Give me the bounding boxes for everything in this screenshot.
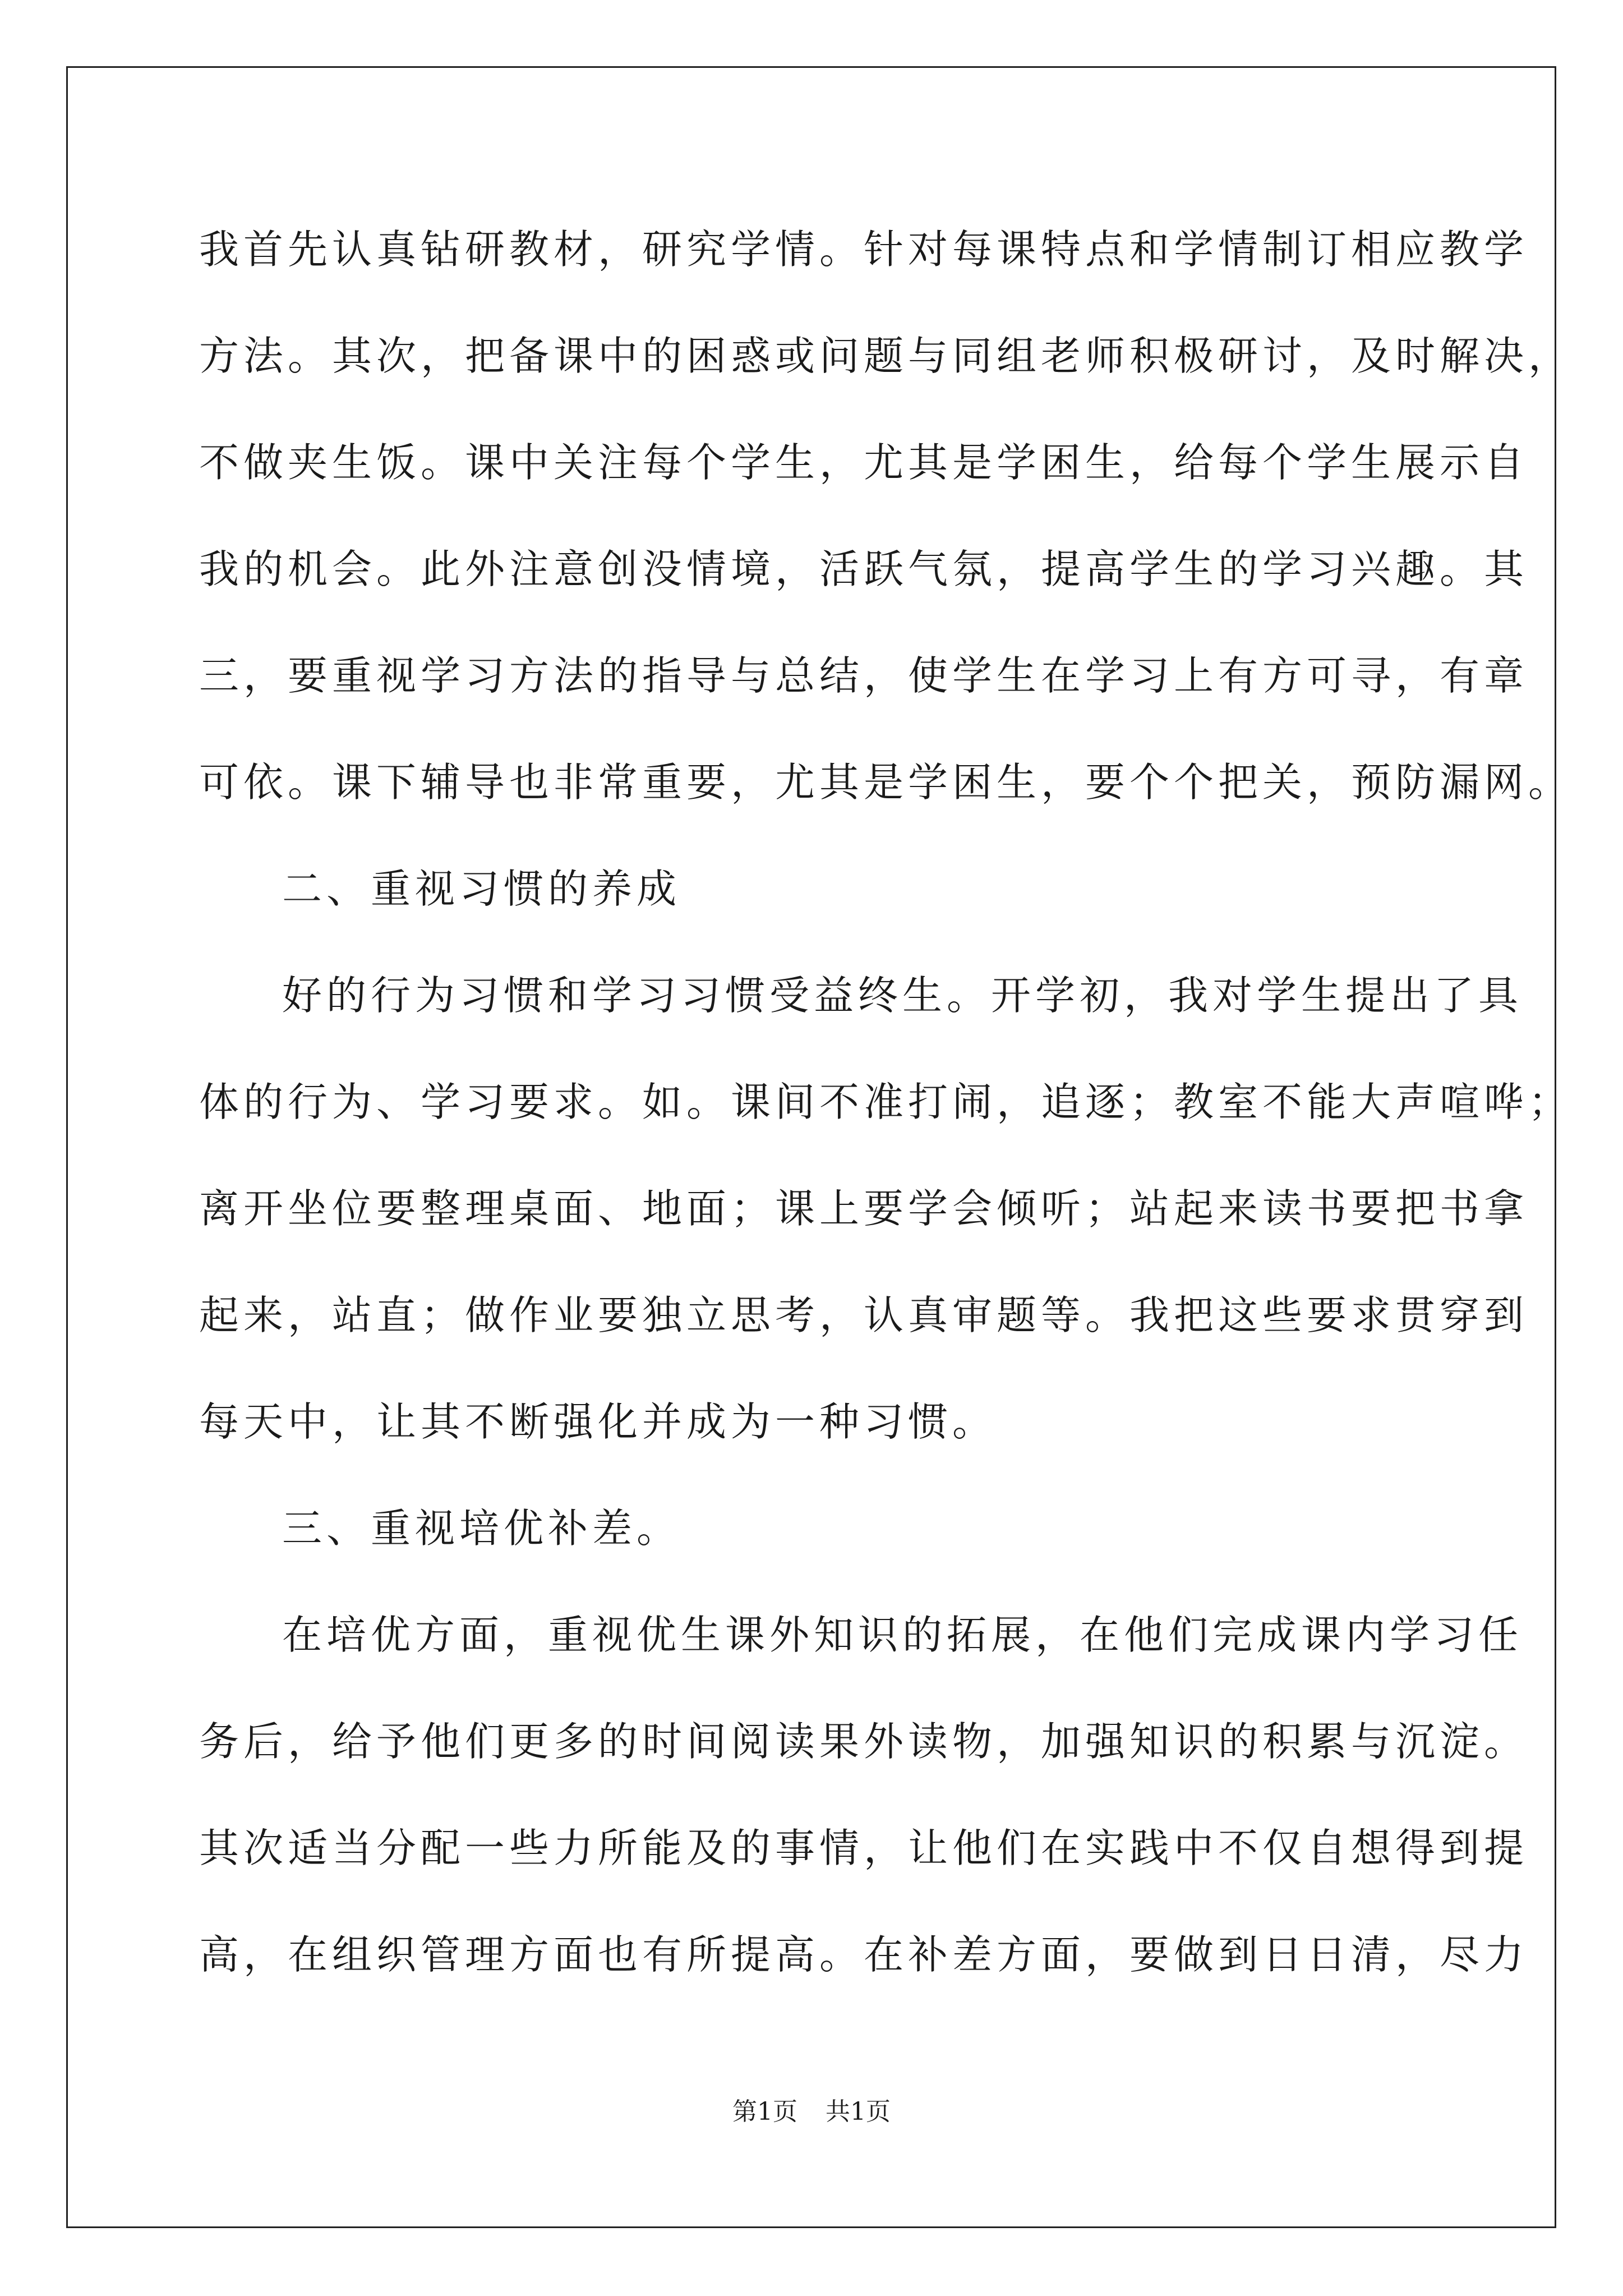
text-line: 体的行为、学习要求。如。课间不准打闹，追逐；教室不能大声喧哗；: [199, 1079, 1573, 1125]
text-line: 其次适当分配一些力所能及的事情，让他们在实践中不仅自想得到提: [199, 1825, 1529, 1871]
section-heading: 二、重视习惯的养成: [282, 866, 681, 912]
text-line: 我首先认真钻研教材，研究学情。针对每课特点和学情制订相应教学: [199, 226, 1529, 273]
page-number: 第1页: [732, 2097, 797, 2126]
text-line: 高，在组织管理方面也有所提高。在补差方面，要做到日日清，尽力: [199, 1931, 1529, 1978]
section-heading: 三、重视培优补差。: [282, 1505, 681, 1552]
page-footer: [0, 2095, 1623, 2129]
text-line: 好的行为习惯和学习习惯受益终生。开学初，我对学生提出了具: [282, 972, 1523, 1019]
text-line: 三，要重视学习方法的指导与总结，使学生在学习上有方可寻，有章: [199, 652, 1529, 699]
text-line: 可依。课下辅导也非常重要，尤其是学困生，要个个把关，预防漏网。: [199, 759, 1573, 806]
text-line: 每天中，让其不断强化并成为一种习惯。: [199, 1398, 997, 1445]
text-line: 务后，给予他们更多的时间阅读果外读物，加强知识的积累与沉淀。: [199, 1718, 1529, 1765]
text-line: 方法。其次，把备课中的困惑或问题与同组老师积极研讨，及时解决，: [199, 333, 1573, 379]
text-line: 离开坐位要整理桌面、地面；课上要学会倾听；站起来读书要把书拿: [199, 1185, 1529, 1232]
text-line: 起来，站直；做作业要独立思考，认真审题等。我把这些要求贯穿到: [199, 1292, 1529, 1338]
text-line: 在培优方面，重视优生课外知识的拓展，在他们完成课内学习任: [282, 1612, 1523, 1658]
text-line: 不做夹生饭。课中关注每个学生，尤其是学困生，给每个学生展示自: [199, 439, 1529, 486]
text-line: 我的机会。此外注意创没情境，活跃气氛，提高学生的学习兴趣。其: [199, 546, 1529, 592]
document-body: [199, 208, 1573, 2019]
page-total: 共1页: [826, 2097, 891, 2126]
